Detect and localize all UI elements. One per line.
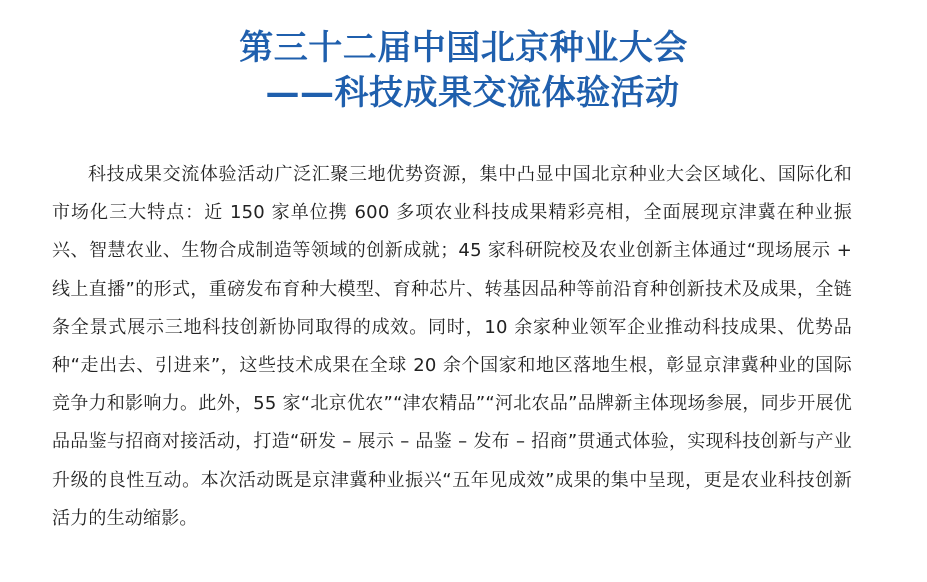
title-block (0, 26, 927, 116)
page-title: 第三十二届中国北京种业大会 (239, 28, 688, 68)
page-subtitle: ——科技成果交流体验活动 (265, 73, 680, 113)
body-paragraph: 科技成果交流体验活动广泛汇聚三地优势资源，集中凸显中国北京种业大会区域化、国际化和市场化三大特点：近 150 家单位携 600 多项农业科技成果精彩亮相，全面展现京津冀在种业振兴、智慧农业、生物合成制造等领域的创新成就；45 家科研院校及农业创新主体通过“现场展示 + 线上直播”的形式，重磅发布育种大模型、育种芯片、转基因品种等前沿育种创新技术及成果，全链条全景式展示三地科技创新协同取得的成效。同时，10 余家种业领军企业推动科技成果、优势品种“走出去、引进来”，这些技术成果在全球 20 余个国家和地区落地生根，彰显京津冀种业的国际竞争力和影响力。此外，55 家“北京优农”“津农精品”“河北农品”品牌新主体现场参展，同步开展优品品鉴与招商对接活动，打造“研发 – 展示 – 品鉴 – 发布 – 招商”贯通式体验，实现科技创新与产业升级的良性互动。本次活动既是京津冀种业振兴“五年见成效”成果的集中呈现，更是农业科技创新活力的生动缩影。 (52, 164, 852, 529)
